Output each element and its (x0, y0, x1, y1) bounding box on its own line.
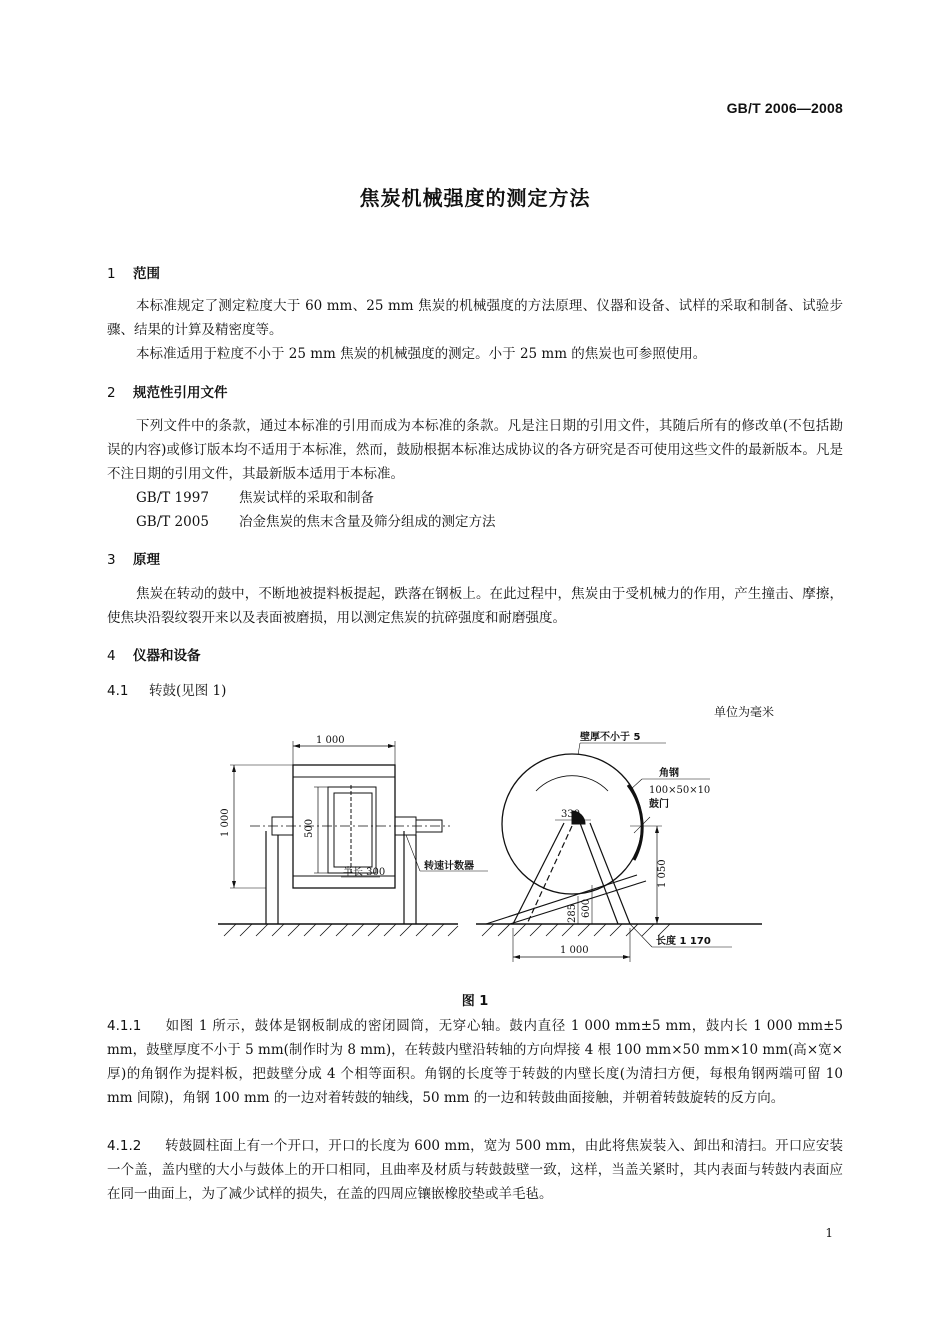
clause-number: 4.1.2 (107, 1138, 142, 1154)
section-number: 4 (107, 648, 116, 664)
reference-title: 冶金焦炭的焦末含量及筛分组成的测定方法 (239, 514, 496, 530)
clause-4-1-1 (107, 1014, 843, 1110)
section-title: 仪器和设备 (133, 648, 201, 664)
reference-item (136, 510, 496, 530)
unit-note: 单位为毫米 (714, 705, 775, 719)
dim-height-1000: 1 000 (220, 808, 231, 837)
section-number: 2 (107, 385, 116, 401)
label-door: 鼓门 (649, 799, 669, 810)
clause-text: 转鼓圆柱面上有一个开口，开口的长度为 600 mm，宽为 500 mm，由此将焦炭装入、卸出和清扫。开口应安装一个盖，盖内壁的大小与鼓体上的开口相同，且曲率及材质与转鼓鼓壁一致，这样，当盖关紧时，其内表面与转鼓内表面应在同一曲面上，为了减少试样的损失，在盖的四周应镶嵌橡胶垫或羊毛毡。 (107, 1138, 843, 1202)
section-title: 原理 (133, 552, 160, 568)
section-1-heading (107, 262, 160, 282)
dim-base-1000: 1 000 (560, 945, 589, 956)
reference-title: 焦炭试样的采取和制备 (239, 490, 374, 506)
subsection-4-1-heading (107, 679, 226, 699)
section-1-paragraph-1: 本标准规定了测定粒度大于 60 mm、25 mm 焦炭的机械强度的方法原理、仪器和设备、试样的采取和制备、试验步骤、结果的计算及精密度等。 (107, 298, 843, 338)
section-number: 1 (107, 266, 116, 282)
figure-1-drum-diagram (210, 725, 770, 975)
dim-285: 285 (567, 903, 578, 923)
section-title: 规范性引用文件 (133, 385, 228, 401)
page-number: 1 (825, 1226, 833, 1240)
section-number: 3 (107, 552, 116, 568)
label-length-1170: 长度 1 170 (656, 936, 711, 947)
figure-caption: 图 1 (461, 994, 489, 1009)
section-2-heading (107, 381, 228, 401)
dim-width-1000: 1 000 (316, 735, 345, 746)
section-title: 范围 (133, 266, 160, 282)
page-title: 焦炭机械强度的测定方法 (359, 186, 591, 210)
section-1-paragraph-2: 本标准适用于粒度不小于 25 mm 焦炭的机械强度的测定。小于 25 mm 的焦炭也可参照使用。 (136, 346, 707, 362)
reference-code: GB/T 2005 (136, 514, 209, 530)
label-angle-steel: 角钢 (659, 768, 679, 779)
clause-4-1-2 (107, 1134, 843, 1206)
label-wall-thickness: 壁厚不小于 5 (580, 732, 641, 743)
clause-text: 如图 1 所示，鼓体是钢板制成的密闭圆筒，无穿心轴。鼓内直径 1 000 mm±5 mm，鼓内长 1 000 mm±5 mm，鼓壁厚度不小于 5 mm(制作时为 8 mm)，在转鼓内壁沿转轴的方向焊接 4 根 100 mm×50 mm×10 mm(高×宽×厚)的角钢作为提料板，把鼓壁分成 4 个相等面积。角钢的长度等于转鼓的内壁长度(为清扫方便，每根角钢两端可留 10 mm 间隙)，角钢 100 mm 的一边对着转鼓的轴线，50 mm 的一边和转鼓曲面接触，并朝着转鼓旋转的反方向。 (107, 1018, 843, 1106)
dim-330: 330 (561, 809, 581, 820)
section-2-paragraph-1: 下列文件中的条款，通过本标准的引用而成为本标准的条款。凡是注日期的引用文件，其随后所有的修改单(不包括勘误的内容)或修订版本均不适用于本标准，然而，鼓励根据本标准达成协议的各方研究是否可使用这些文件的最新版本。凡是不注日期的引用文件，其最新版本适用于本标准。 (107, 418, 843, 482)
subsection-number: 4.1 (107, 683, 129, 699)
clause-number: 4.1.1 (107, 1018, 142, 1034)
reference-code: GB/T 1997 (136, 490, 209, 506)
reference-item (136, 486, 374, 506)
section-4-heading (107, 644, 201, 664)
label-angle-spec: 100×50×10 (649, 785, 711, 796)
dim-1050: 1 050 (657, 859, 668, 888)
section-3-heading (107, 548, 160, 568)
label-half-length: 半长 300 (343, 867, 386, 878)
subsection-title: 转鼓(见图 1) (149, 683, 227, 699)
standard-number: GB/T 2006—2008 (726, 100, 843, 116)
dim-500: 500 (304, 818, 315, 838)
label-counter: 转速计数器 (424, 861, 474, 872)
dim-600: 600 (581, 898, 592, 918)
section-3-paragraph-1: 焦炭在转动的鼓中，不断地被提料板提起，跌落在钢板上。在此过程中，焦炭由于受机械力的作用，产生撞击、摩擦，使焦块沿裂纹裂开来以及表面被磨损，用以测定焦炭的抗碎强度和耐磨强度。 (107, 586, 843, 626)
